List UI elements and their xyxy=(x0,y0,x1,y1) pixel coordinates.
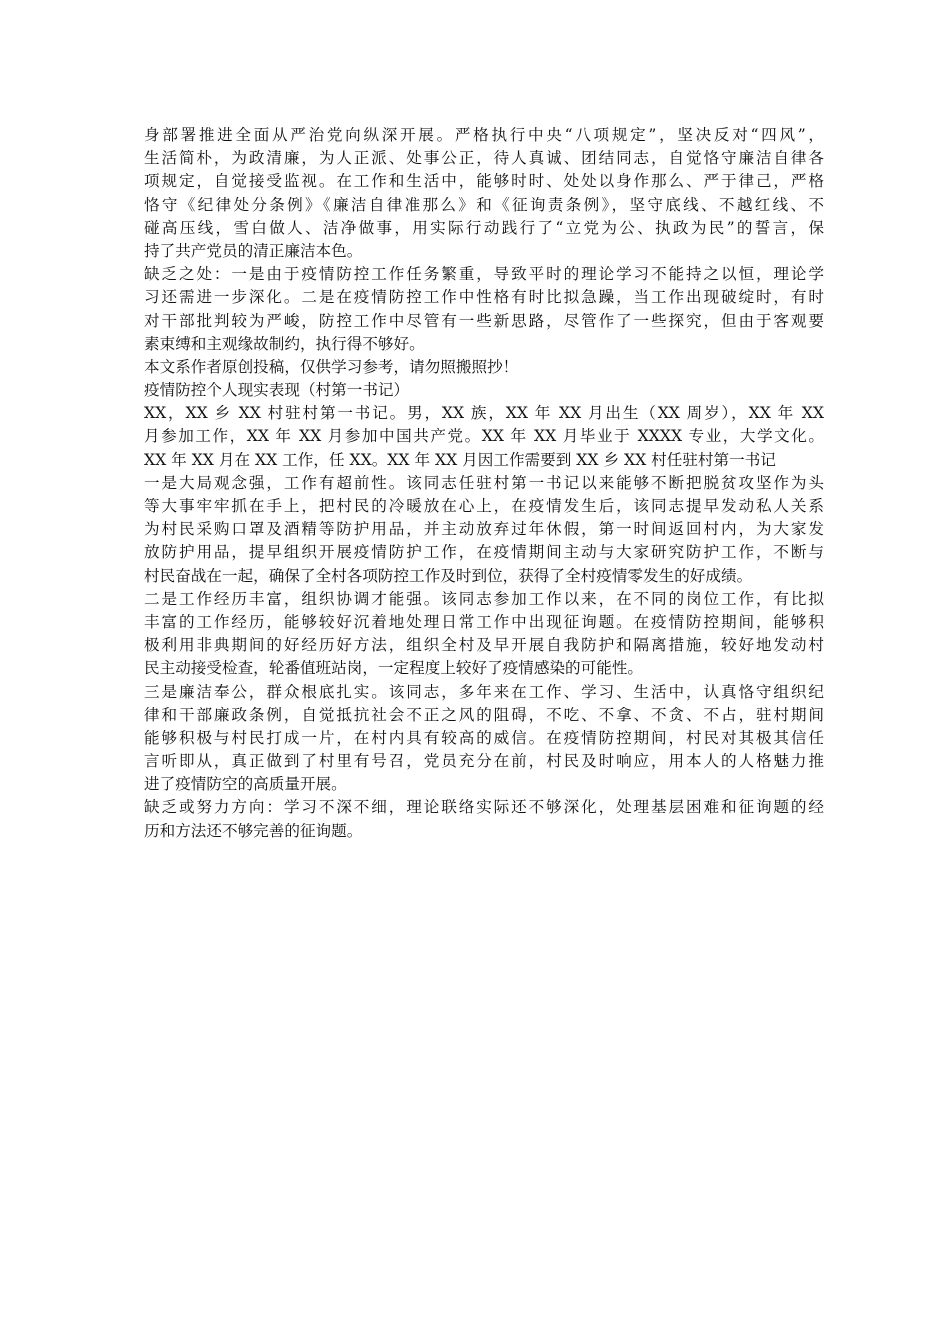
text-line: 放防护用品，提早组织开展疫情防护工作，在疫情期间主动与大家研究防护工作，不断与 xyxy=(144,543,824,562)
text-line: 习还需进一步深化。二是在疫情防控工作中性格有时比拟急躁，当工作出现破绽时，有时 xyxy=(144,288,824,307)
text-line: 丰富的工作经历，能够较好沉着地处理日常工作中出现征询题。在疫情防控期间，能够积 xyxy=(144,612,824,631)
text-line: 生活简朴，为政清廉，为人正派、处事公正，待人真诚、团结同志，自觉恪守廉洁自律各 xyxy=(144,149,824,168)
text-line: 缺乏或努力方向：学习不深不细，理论联络实际还不够深化，处理基层困难和征询题的经 xyxy=(144,798,824,817)
text-line: 三是廉洁奉公，群众根底扎实。该同志，多年来在工作、学习、生活中，认真恪守组织纪 xyxy=(144,682,824,701)
text-line: 言听即从，真正做到了村里有号召，党员充分在前，村民及时响应，用本人的人格魅力推 xyxy=(144,752,824,771)
text-line: 对干部批判较为严峻，防控工作中尽管有一些新思路，尽管作了一些探究，但由于客观要 xyxy=(144,311,824,330)
text-line: 恪守《纪律处分条例》《廉洁自律准那么》和《征询责条例》，坚守底线、不越红线、不 xyxy=(144,195,824,214)
text-line: 碰高压线，雪白做人、洁净做事，用实际行动践行了“立党为公、执政为民”的誓言，保 xyxy=(144,218,824,237)
text-line: 本文系作者原创投稿，仅供学习参考，请勿照搬照抄！ xyxy=(144,357,519,376)
text-line: 极利用非典期间的好经历好方法，组织全村及早开展自我防护和隔离措施，较好地发动村 xyxy=(144,636,824,655)
text-line: 能够积极与村民打成一片，在村内具有较高的威信。在疫情防控期间，村民对其极其信任 xyxy=(144,728,824,747)
text-line: 为村民采购口罩及酒精等防护用品，并主动放弃过年休假，第一时间返回村内，为大家发 xyxy=(144,520,824,539)
text-line: 律和干部廉政条例，自觉抵抗社会不正之风的阻碍，不吃、不拿、不贪、不占，驻村期间 xyxy=(144,705,824,724)
text-line: 等大事牢牢抓在手上，把村民的冷暖放在心上，在疫情发生后，该同志提早发动私人关系 xyxy=(144,497,824,515)
text-line: 项规定，自觉接受监视。在工作和生活中，能够时时、处处以身作那么、严于律己，严格 xyxy=(144,172,824,191)
document-body xyxy=(144,124,824,843)
text-line: 历和方法还不够完善的征询题。 xyxy=(144,821,363,840)
text-line: 素束缚和主观缘故制约，执行得不够好。 xyxy=(144,334,425,353)
text-line: 身部署推进全面从严治党向纵深开展。严格执行中央“八项规定”，坚决反对“四风”， xyxy=(144,126,824,144)
text-line: 持了共产党员的清正廉洁本色。 xyxy=(144,241,363,260)
section-title: 疫情防控个人现实表现（村第一书记） xyxy=(144,381,410,400)
text-line: XX 年 XX 月在 XX 工作，任 XX。XX 年 XX 月因工作需要到 XX 乡 XX 村任驻村第一书记 xyxy=(144,450,776,469)
text-line: 村民奋战在一起，确保了全村各项防控工作及时到位，获得了全村疫情零发生的好成绩。 xyxy=(144,566,753,585)
text-line: 月参加工作，XX 年 XX 月参加中国共产党。XX 年 XX 月毕业于 XXXX 专业，大学文化。 xyxy=(144,427,824,446)
text-line: 缺乏之处：一是由于疫情防控工作任务繁重，导致平时的理论学习不能持之以恒，理论学 xyxy=(144,265,824,284)
text-line: 一是大局观念强，工作有超前性。该同志任驻村第一书记以来能够不断把脱贫攻坚作为头 xyxy=(144,473,824,492)
text-line: 民主动接受检查，轮番值班站岗，一定程度上较好了疫情感染的可能性。 xyxy=(144,659,644,678)
text-line: 二是工作经历丰富，组织协调才能强。该同志参加工作以来，在不同的岗位工作，有比拟 xyxy=(144,589,824,608)
text-line: 进了疫情防空的高质量开展。 xyxy=(144,775,347,794)
text-line: XX，XX 乡 XX 村驻村第一书记。男，XX 族，XX 年 XX 月出生（XX 周岁），XX 年 XX xyxy=(144,404,825,423)
